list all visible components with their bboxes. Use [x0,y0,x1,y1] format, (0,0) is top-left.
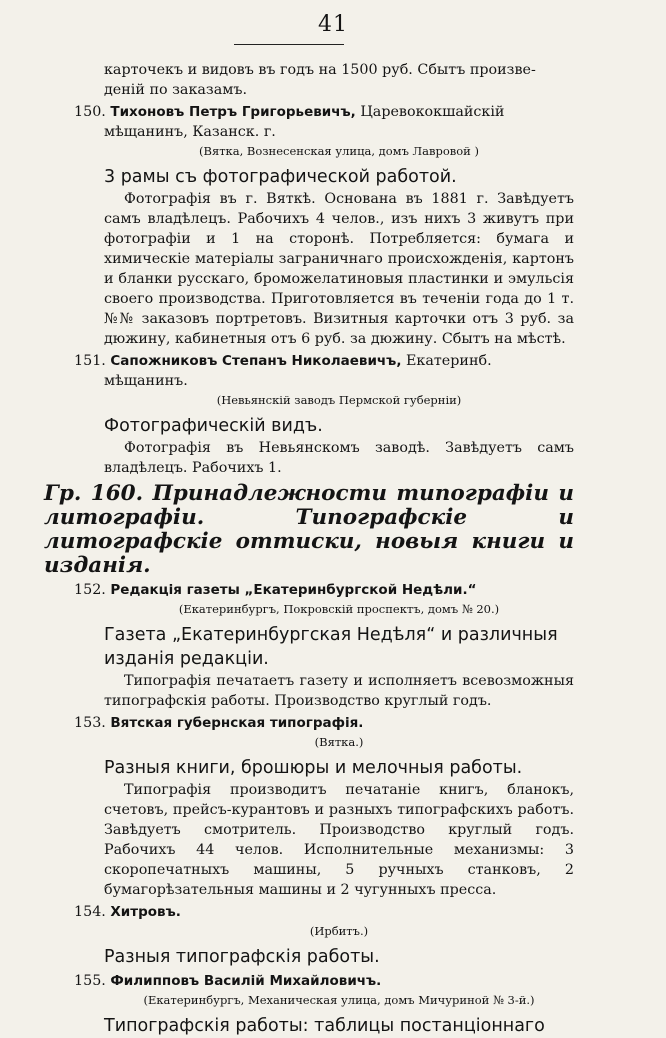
address: (Ирбитъ.) [309,924,369,938]
entry-154 [74,902,574,922]
exhibit-title: 3 рамы съ фотографической работой. [104,167,457,187]
entry-150 [74,102,574,142]
entry-number: 151. [74,353,106,369]
header-rule [234,44,344,45]
entry-number: 155. [74,973,106,989]
exhibit-title: Фотографическій видъ. [104,416,323,436]
exhibitor-city: Казанск. г. [192,124,276,140]
address: (Невьянскій заводъ Пермской губерніи) [216,393,462,407]
entry-number: 152. [74,582,106,598]
text-line: карточекъ и видовъ въ годъ на 1500 руб. Сбытъ произве- [104,62,536,78]
group-heading: Гр. 160. Принадлежности типографіи и литографіи. Типографскіе и литографскіе оттиски, новыя книги и изданія. [44,481,574,578]
description: Фотографія въ Невьянскомъ заводѣ. Завѣдуетъ самъ владѣлецъ. Рабочихъ 1. [104,440,574,476]
exhibit-title: Газета „Екатеринбургская Недѣля“ и различныя изданія редакціи. [104,625,558,669]
entry-152 [74,580,574,600]
entry-155 [74,971,574,991]
address: (Екатеринбургъ, Механическая улица, домъ Мичуриной № 3-й.) [143,993,535,1007]
description: Типографія производитъ печатаніе книгъ, бланокъ, счетовъ, прейсъ-курантовъ и разныхъ типографскихъ работъ. Завѣдуетъ смотритель. Производство круглый годъ. Рабочихъ 44 челов. Исполнительные механизмы: 3 скоропечатныхъ машины, 5 ручныхъ станковъ, 2 бумагорѣзательныя машины и 2 чугунныхъ пресса. [104,782,574,898]
entry-number: 150. [74,104,106,120]
exhibit-title: Разныя книги, брошюры и мелочныя работы. [104,758,523,778]
entry-153 [74,713,574,733]
exhibit-title: Типографскія работы: таблицы постанціоннаго [104,1016,545,1036]
exhibit-title: Разныя типографскія работы. [104,947,380,967]
address: (Вятка.) [314,735,364,749]
exhibitor-name: Редакція газеты „Екатеринбургской Недѣли.“ [110,582,477,598]
exhibitor-name: Хитровъ. [110,904,181,920]
exhibitor-name: Филипповъ Василій Михайловичъ. [110,973,382,989]
address: (Вятка, Вознесенская улица, домъ Лавровой ) [199,144,479,158]
address: (Екатеринбургъ, Покровскій проспектъ, домъ № 20.) [178,602,500,616]
page-number: 41 [318,12,348,37]
description: Фотографія въ г. Вяткѣ. Основана въ 1881 г. Завѣдуетъ самъ владѣлецъ. Рабочихъ 4 челов., изъ нихъ 3 живутъ при фотографіи и 1 на сторонѣ. Потребляется: бумага и химическіе матеріалы заграничнаго происхожденія, картонъ и бланки русскаго, броможелатиновыя пластинки и эмульсія своего производства. Приготовляется въ теченіи года до 1 т. №№ заказовъ портретовъ. Визитныя карточки отъ 3 руб. за дюжину, кабинетныя отъ 6 руб. за дюжину. Сбытъ на мѣстѣ. [104,191,574,347]
exhibitor-name: Вятская губернская типографія. [110,715,364,731]
page-body [44,60,574,1038]
description: Типографія печатаетъ газету и исполняетъ всевозможныя типографскія работы. Производство круглый годъ. [104,673,574,709]
text-line: деній по заказамъ. [104,82,247,98]
exhibitor-name: Сапожниковъ Степанъ Николаевичъ, [110,353,402,369]
exhibitor-status: Екатеринб. мѣщанинъ. [104,353,492,389]
entry-number: 153. [74,715,106,731]
exhibitor-name: Тихоновъ Петръ Григорьевичъ, [110,104,356,120]
entry-151 [74,351,574,391]
exhibitor-status: Царевококшайскій мѣщанинъ, [104,104,505,140]
entry-number: 154. [74,904,106,920]
